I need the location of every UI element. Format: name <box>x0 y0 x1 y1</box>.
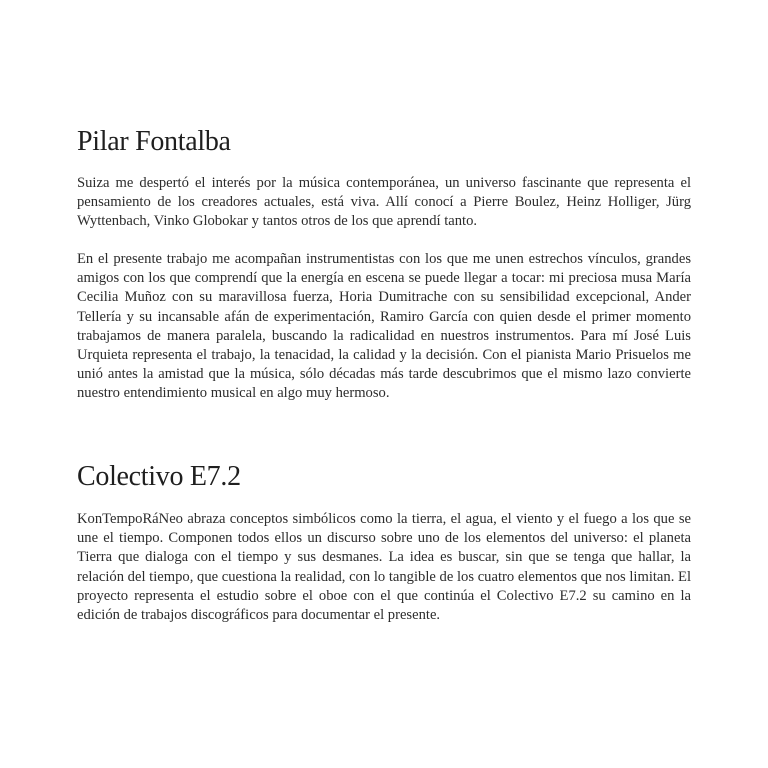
paragraph: KonTempoRáNeo abraza conceptos simbólicos como la tierra, el agua, el viento y el fuego a los que se une el tiempo. Componen todos ellos un discurso sobre uno de los elementos del universo: el planeta Tierra que dialoga con el tiempo y sus desmanes. La idea es buscar, sin que se tenga que hallar, la relación del tiempo, que cuestiona la realidad, con lo tangible de los cuatro elementos que nos limitan. El proyecto representa el estudio sobre el oboe con el que continúa el Colectivo E7.2 su camino en la edición de trabajos discográficos para documentar el presente. <box>77 511 691 624</box>
section-title: Colectivo E7.2 <box>77 461 241 492</box>
paragraph: Suiza me despertó el interés por la música contemporánea, un universo fascinante que representa el pensamiento de los creadores actuales, está viva. Allí conocí a Pierre Boulez, Heinz Holliger, Jürg Wyttenbach, Vinko Globokar y tantos otros de los que aprendí tanto. <box>77 175 691 230</box>
paragraph: En el presente trabajo me acompañan instrumentistas con los que me unen estrechos vínculos, grandes amigos con los que comprendí que la energía en escena se puede llegar a tocar: mi preciosa musa María Cecilia Muñoz con su maravillosa fuerza, Horia Dumitrache con su sensibilidad excepcional, Ander Tellería y su incansable afán de experimentación, Ramiro García con quien desde el primer momento trabajamos de manera paralela, buscando la radicalidad en nuestros instrumentos. Para mí José Luis Urquieta representa el trabajo, la tenacidad, la calidad y la decisión. Con el pianista Mario Prisuelos me unió antes la amistad que la música, sólo décadas más tarde descubrimos que el mismo lazo convierte nuestro entendimiento musical en algo muy hermoso. <box>77 251 691 402</box>
section-title: Pilar Fontalba <box>77 126 231 157</box>
